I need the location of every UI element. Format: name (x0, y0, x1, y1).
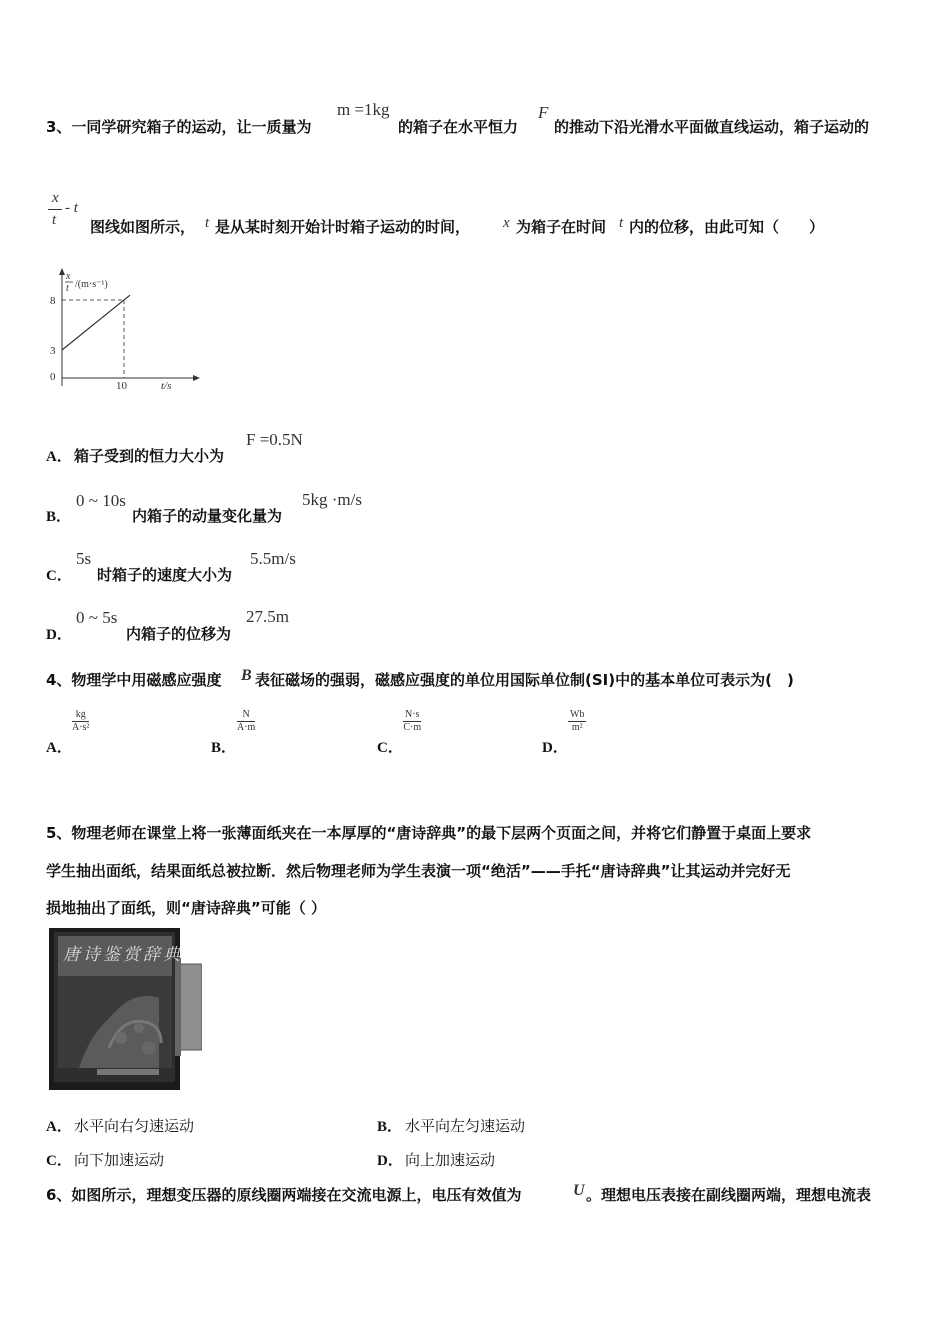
q5-option-d-text: 向上加速运动 (405, 1151, 496, 1169)
q3-option-b-text: 内箱子的动量变化量为 (132, 507, 283, 525)
q3-t-variable: t (205, 215, 210, 231)
graph-ytick-8: 8 (50, 295, 56, 307)
graph-data-line (62, 295, 130, 350)
graph-ylabel-unit: /(m·s⁻¹) (75, 279, 108, 290)
q5-option-a-text: 水平向右匀速运动 (74, 1117, 195, 1135)
book-title: 唐诗鉴赏辞典 (63, 945, 183, 965)
q4-option-a-den: A·s² (72, 722, 90, 733)
q4-option-b-den: A·m (237, 722, 256, 733)
q5-option-b-text: 水平向左匀速运动 (405, 1117, 526, 1135)
graph-ytick-3: 3 (50, 345, 56, 357)
graph-ylabel-den: t (66, 283, 69, 294)
q3-frac-numerator: x (52, 190, 59, 206)
q6-text-b: 。理想电压表接在副线圈两端，理想电流表 (586, 1186, 872, 1204)
q4-option-b-num: N (237, 709, 255, 722)
q4-b-variable: B (241, 667, 252, 684)
q4-option-a-label: A． (46, 740, 72, 756)
q4-option-b-label: B． (211, 740, 237, 756)
q4-text-b: 表征磁场的强弱，磁感应强度的单位用国际单位制(SI)中的基本单位可表示为( ) (255, 671, 794, 689)
q3-line1-prefix: 3、一同学研究箱子的运动，让一质量为 (46, 118, 312, 136)
q3-option-a-expr: F =0.5N (246, 430, 303, 449)
y-axis-arrow-icon (59, 268, 65, 275)
q5-option-a-label: A． (46, 1119, 72, 1135)
q3-mass-expression: m =1kg (337, 100, 390, 119)
q3-option-c-text: 时箱子的速度大小为 (97, 566, 233, 584)
q5-line-3: 损地抽出了面纸，则“唐诗辞典”可能（ ） (46, 899, 326, 917)
q6-u-variable: U (573, 1182, 585, 1199)
graph-ylabel-num: x (66, 271, 71, 282)
q3-option-b-pre: 0 ~ 10s (76, 491, 126, 510)
q3-option-d-expr: 27.5m (246, 607, 289, 626)
q3-frac-t: - t (65, 200, 78, 216)
q3-xt-graph (40, 268, 200, 398)
q4-option-c-num: N·s (405, 709, 420, 720)
q4-option-a-fraction (72, 709, 89, 734)
q4-option-a-num: kg (72, 709, 89, 722)
q3-line2-a: 图线如图所示， (90, 218, 196, 236)
q5-option-b-label: B． (377, 1119, 403, 1135)
q3-option-a-text: 箱子受到的恒力大小为 (74, 447, 225, 465)
q5-option-c-text: 向下加速运动 (74, 1151, 165, 1169)
x-axis-arrow-icon (193, 375, 200, 381)
q3-x-variable: x (503, 215, 510, 231)
q3-frac-denominator: t (52, 212, 57, 228)
q3-line2-d: 内的位移，由此可知（ ） (629, 218, 825, 236)
q3-option-b-label: B． (46, 509, 72, 525)
graph-xlabel: t/s (161, 380, 172, 392)
q3-option-c-expr: 5.5m/s (250, 549, 296, 568)
q5-line-2: 学生抽出面纸，结果面纸总被拉断．然后物理老师为学生表演一项“绝活”——手托“唐诗辞典”让其运动并完好无 (46, 862, 791, 880)
q6-text-a: 6、如图所示，理想变压器的原线圈两端接在交流电源上，电压有效值为 (46, 1186, 522, 1204)
q3-force-variable: F (538, 103, 549, 122)
q4-option-d-label: D． (542, 740, 568, 756)
q3-line1-suffix: 的推动下沿光滑水平面做直线运动，箱子运动的 (554, 118, 870, 136)
q3-t-variable-2: t (619, 215, 624, 231)
q3-option-b-expr: 5kg ·m/s (302, 490, 362, 509)
q3-option-c-pre: 5s (76, 549, 92, 568)
q3-option-d-pre: 0 ~ 5s (76, 608, 118, 627)
q4-option-c-fraction (403, 709, 421, 734)
q5-line-1: 5、物理老师在课堂上将一张薄面纸夹在一本厚厚的“唐诗辞典”的最下层两个页面之间，并将它们静置于桌面上要求 (46, 824, 812, 842)
q4-option-b-fraction (237, 709, 255, 734)
q3-option-d-label: D． (46, 627, 72, 643)
q4-text-a: 4、物理学中用磁感应强度 (46, 671, 222, 689)
q5-option-d-label: D． (377, 1153, 403, 1169)
q3-line1-mid: 的箱子在水平恒力 (398, 118, 519, 136)
graph-xtick-10: 10 (116, 380, 127, 392)
q4-option-c-label: C． (377, 740, 403, 756)
graph-ytick-0: 0 (50, 371, 56, 383)
q3-xt-fraction (48, 190, 84, 234)
q5-option-c-label: C． (46, 1153, 72, 1169)
q3-option-a-label: A． (46, 449, 72, 465)
q3-line2-b: 是从某时刻开始计时箱子运动的时间， (215, 218, 471, 236)
q4-option-d-num: Wb (570, 709, 585, 720)
dictionary-book-image (49, 928, 202, 1091)
q3-frac-bar (48, 209, 62, 210)
q4-option-c-den: C·m (403, 722, 422, 733)
q4-option-d-fraction (568, 709, 586, 734)
q3-line2-c: 为箱子在时间 (516, 218, 607, 236)
q4-option-d-den: m² (571, 722, 583, 733)
q3-option-c-label: C． (46, 568, 72, 584)
q3-option-d-text: 内箱子的位移为 (126, 625, 232, 643)
